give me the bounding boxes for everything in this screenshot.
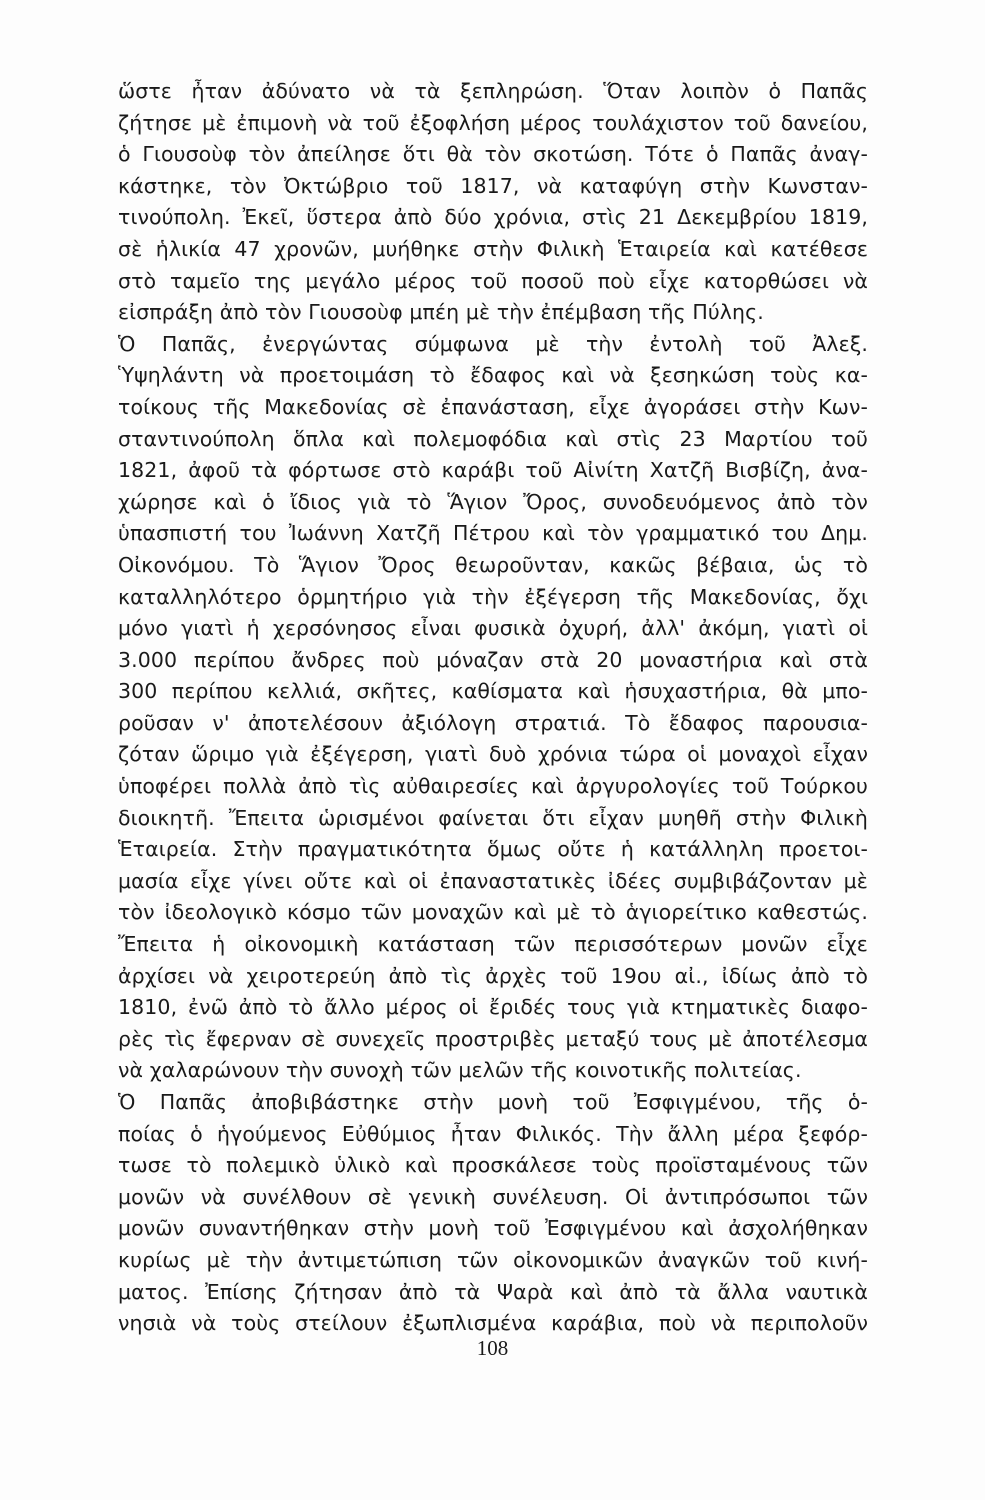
page-number: 108 [476,1336,509,1360]
text-line: Ὁ Παπᾶς, ἐνεργώντας σύμφωνα μὲ τὴν ἐντολὴ τοῦ Ἀλεξ. [118,331,868,356]
text-line: ποίας ὁ ἡγούμενος Εὐθύμιος ἦταν Φιλικός. Τὴν ἄλλη μέρα ξεφόρ- [118,1121,868,1146]
text-line: ὥστε ἦταν ἀδύνατο νὰ τὰ ξεπληρώση. Ὅταν λοιπὸν ὁ Παπᾶς [118,79,868,103]
text-line: σταντινούπολη ὅπλα καὶ πολεμοφόδια καὶ στὶς 23 Μαρτίου τοῦ [118,426,868,451]
text-line: καταλληλότερο ὁρμητήριο γιὰ τὴν ἐξέγερση τῆς Μακεδονίας, ὄχι [118,584,868,609]
text-line: ὑποφέρει πολλὰ ἀπὸ τὶς αὐθαιρεσίες καὶ ἀργυρολογίες τοῦ Τούρκου [118,774,868,799]
text-line: 300 περίπου κελλιά, σκῆτες, καθίσματα καὶ ἡσυχαστήρια, θὰ μπο- [118,679,868,704]
text-line: ρὲς τὶς ἔφερναν σὲ συνεχεῖς προστριβὲς μεταξύ τους μὲ ἀποτέλεσμα [118,1026,868,1051]
text-line: μασία εἶχε γίνει οὔτε καὶ οἱ ἐπαναστατικὲς ἰδέες συμβιβάζονταν μὲ [118,868,868,893]
text-line: σὲ ἡλικία 47 χρονῶν, μυήθηκε στὴν Φιλικὴ Ἑταιρεία καὶ κατέθεσε [118,236,868,261]
text-line: Ὁ Παπᾶς ἀποβιβάστηκε στὴν μονὴ τοῦ Ἐσφιγμένου, τῆς ὁ- [118,1090,868,1114]
text-line: κάστηκε, τὸν Ὀκτώβριο τοῦ 1817, νὰ καταφύγη στὴν Κωνσταν- [118,173,868,198]
text-line: εἰσπράξη ἀπὸ τὸν Γιουσοὺφ μπέη μὲ τὴν ἐπέμβαση τῆς Πύλης. [118,300,764,325]
text-line: νησιὰ νὰ τοὺς στείλουν ἐξωπλισμένα καράβια, ποὺ νὰ περιπολοῦν [118,1311,868,1336]
text-line: μονῶν νὰ συνέλθουν σὲ γενικὴ συνέλευση. Οἱ ἀντιπρόσωποι τῶν [118,1184,868,1209]
text-line: Ὑψηλάντη νὰ προετοιμάση τὸ ἔδαφος καὶ νὰ ξεσηκώση τοὺς κα- [118,363,868,388]
text-line: τωσε τὸ πολεμικὸ ὑλικὸ καὶ προσκάλεσε τοὺς προϊσταμένους τῶν [118,1153,868,1178]
text-line: ροῦσαν ν' ἀποτελέσουν ἀξιόλογη στρατιά. Τὸ ἔδαφος παρουσια- [118,710,868,735]
text-line: Ἔπειτα ἡ οἰκονομικὴ κατάσταση τῶν περισσότερων μονῶν εἶχε [118,932,868,957]
text-line: ὑπασπιστή του Ἰωάννη Χατζῆ Πέτρου καὶ τὸν γραμματικό του Δημ. [118,521,868,546]
text-line: 1821, ἀφοῦ τὰ φόρτωσε στὸ καράβι τοῦ Αἰνίτη Χατζῆ Βισβίζη, ἀνα- [118,458,868,483]
text-line: ἀρχίσει νὰ χειροτερεύη ἀπὸ τὶς ἀρχὲς τοῦ 19ου αἰ., ἰδίως ἀπὸ τὸ [118,963,868,988]
text-line: ματος. Ἐπίσης ζήτησαν ἀπὸ τὰ Ψαρὰ καὶ ἀπὸ τὰ ἄλλα ναυτικὰ [118,1279,868,1304]
text-line: κυρίως μὲ τὴν ἀντιμετώπιση τῶν οἰκονομικῶν ἀναγκῶν τοῦ κινή- [118,1247,868,1272]
text-line: ὁ Γιουσοὺφ τὸν ἀπείλησε ὅτι θὰ τὸν σκοτώση. Τότε ὁ Παπᾶς ἀναγ- [118,142,868,167]
text-line: μόνο γιατὶ ἡ χερσόνησος εἶναι φυσικὰ ὀχυρή, ἀλλ' ἀκόμη, γιατὶ οἱ [118,616,868,641]
text-line: χώρησε καὶ ὁ ἴδιος γιὰ τὸ Ἅγιον Ὄρος, συνοδευόμενος ἀπὸ τὸν [118,489,868,514]
text-line: τινούπολη. Ἐκεῖ, ὕστερα ἀπὸ δύο χρόνια, στὶς 21 Δεκεμβρίου 1819, [118,205,868,230]
text-line: στὸ ταμεῖο της μεγάλο μέρος τοῦ ποσοῦ ποὺ εἶχε κατορθώσει νὰ [118,268,868,293]
text-line: ζόταν ὥριμο γιὰ ἐξέγερση, γιατὶ δυὸ χρόνια τώρα οἱ μοναχοὶ εἶχαν [118,742,868,767]
body-text [118,76,868,1340]
text-line: τὸν ἰδεολογικὸ κόσμο τῶν μοναχῶν καὶ μὲ τὸ ἁγιορείτικο καθεστώς. [118,900,868,925]
text-line: 3.000 περίπου ἄνδρες ποὺ μόναζαν στὰ 20 μοναστήρια καὶ στὰ [118,647,868,672]
text-line: Οἰκονόμου. Τὸ Ἅγιον Ὄρος θεωροῦνταν, κακῶς βέβαια, ὡς τὸ [118,552,868,577]
text-line: Ἑταιρεία. Στὴν πραγματικότητα ὅμως οὔτε ἡ κατάλληλη προετοι- [118,837,868,862]
text-line: διοικητῆ. Ἔπειτα ὡρισμένοι φαίνεται ὅτι εἶχαν μυηθῆ στὴν Φιλικὴ [118,805,868,830]
text-line: μονῶν συναντήθηκαν στὴν μονὴ τοῦ Ἐσφιγμένου καὶ ἀσχολήθηκαν [118,1216,868,1241]
text-line: ζήτησε μὲ ἐπιμονὴ νὰ τοῦ ἐξοφλήση μέρος τουλάχιστον τοῦ δανείου, [118,110,868,135]
text-line: νὰ χαλαρώνουν τὴν συνοχὴ τῶν μελῶν τῆς κοινοτικῆς πολιτείας. [118,1058,802,1083]
text-line: τοίκους τῆς Μακεδονίας σὲ ἐπανάσταση, εἶχε ἀγοράσει στὴν Κων- [118,394,868,419]
text-line: 1810, ἐνῶ ἀπὸ τὸ ἄλλο μέρος οἱ ἔριδές τους γιὰ κτηματικὲς διαφο- [118,995,868,1020]
